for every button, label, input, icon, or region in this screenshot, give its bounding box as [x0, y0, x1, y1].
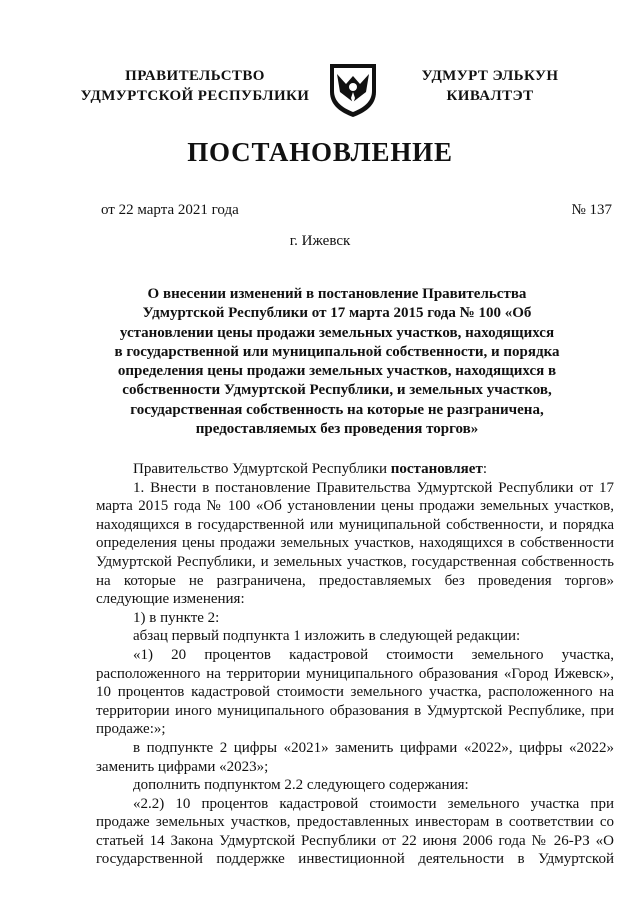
issuer-line: КИВАЛТЭТ	[446, 88, 534, 104]
body-paragraph: «2.2) 10 процентов кадастровой стоимости земельного участка при продаже земельных участков, предоставленных инвесторам в соответствии со статьей 14 Закона Удмуртской Республики от 22 июня 2006 года № 26-РЗ «О государственной поддержке инвестиционной деятельности в Удмуртской	[96, 795, 614, 868]
document-date: от 22 марта 2021 года	[101, 202, 239, 218]
body-text: :	[482, 461, 487, 477]
document-city: г. Ижевск	[289, 233, 351, 249]
udmurt-coat-of-arms-icon	[326, 62, 380, 118]
document-number: № 137	[571, 202, 612, 218]
document-title: ПОСТАНОВЛЕНИЕ	[187, 137, 453, 167]
body-bold-text: постановляет	[390, 461, 483, 477]
body-paragraph	[96, 460, 614, 479]
body-paragraph: «1) 20 процентов кадастровой стоимости земельного участка, расположенного на территории муниципального образования «Город Ижевск», 10 процентов кадастровой стоимости земельного участка, расположенного на территории иного муниципального образования в Удмуртской Республике, при продаже:»;	[96, 646, 614, 738]
subject-line: О внесении изменений в постановление Правительства	[147, 286, 527, 302]
document-body	[96, 460, 614, 869]
subject-line: Удмуртской Республики от 17 марта 2015 года № 100 «Об	[142, 305, 532, 322]
body-paragraph: абзац первый подпункта 1 изложить в следующей редакции:	[133, 628, 521, 645]
issuer-line: ПРАВИТЕЛЬСТВО	[125, 68, 265, 84]
subject-line: государственная собственность на которые не разграничена,	[130, 401, 544, 418]
document-subject	[100, 285, 574, 439]
issuer-name-russian	[80, 66, 310, 106]
body-text: Правительство Удмуртской Республики	[133, 461, 391, 477]
body-paragraph: 1) в пункте 2:	[133, 609, 220, 626]
body-paragraph: дополнить подпунктом 2.2 следующего содержания:	[133, 777, 469, 794]
body-paragraph: в подпункте 2 цифры «2021» заменить цифрами «2022», цифры «2022» заменить цифрами «2023»;	[96, 739, 614, 775]
issuer-line: УДМУРТСКОЙ РЕСПУБЛИКИ	[80, 88, 310, 104]
subject-line: собственности Удмуртской Республики, и земельных участков,	[122, 382, 552, 399]
subject-line: определения цены продажи земельных участков, находящихся в	[117, 363, 557, 380]
issuer-line: УДМУРТ ЭЛЬКУН	[421, 68, 559, 84]
issuer-name-udmurt	[400, 66, 580, 106]
body-paragraph: 1. Внести в постановление Правительства Удмуртской Республики от 17 марта 2015 года № 100 «Об установлении цены продажи земельных участков, находящихся в государственной или муниципальной собственности, и порядка определения цены продажи земельных участков, находящихся в собственности Удмуртской Республики, и земельных участков, государственная собственность на которые не разграничена, предоставляемых без проведения торгов» следующие изменения:	[96, 479, 614, 608]
subject-line: установлении цены продажи земельных участков, находящихся	[119, 324, 555, 341]
subject-line: предоставляемых без проведения торгов»	[195, 421, 479, 438]
subject-line: в государственной или муниципальной собственности, и порядка	[114, 343, 560, 360]
